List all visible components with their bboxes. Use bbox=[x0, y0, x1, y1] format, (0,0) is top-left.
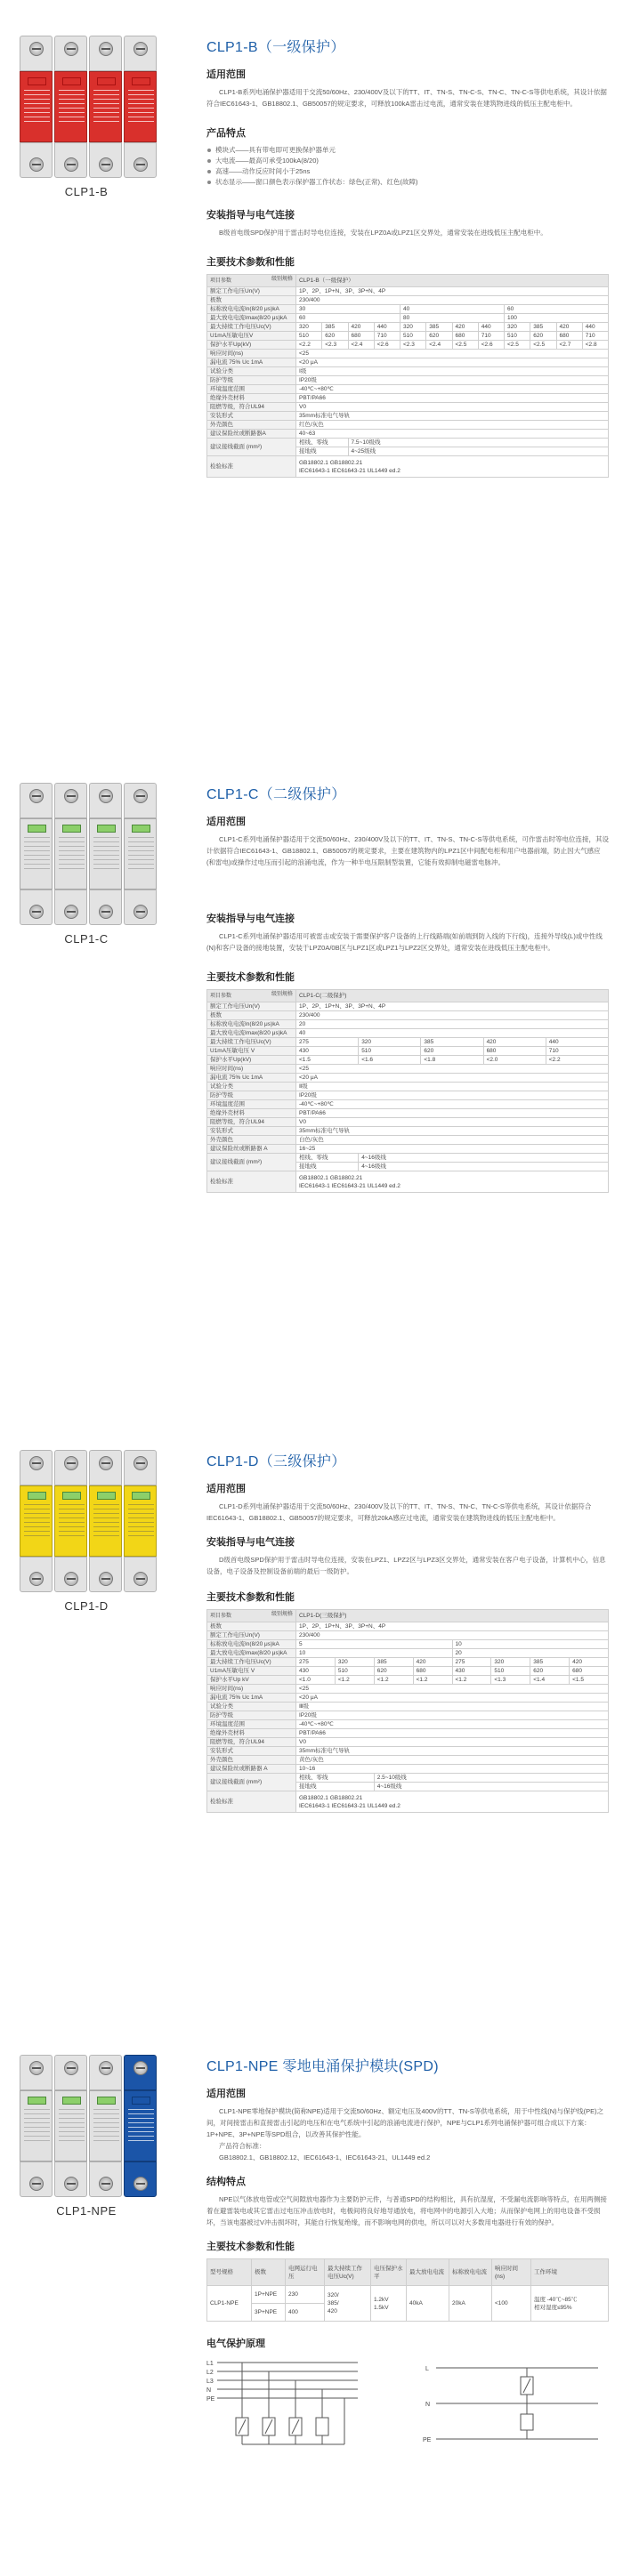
clp1-c-spec-table bbox=[206, 989, 609, 1193]
table-row: 阻燃等级，符合UL94 V0 bbox=[207, 1118, 609, 1127]
clp1-b-product-image bbox=[20, 36, 162, 178]
right-wiring-diagram bbox=[436, 2368, 598, 2439]
table-row: 环境温度范围 -40℃~+80℃ bbox=[207, 385, 609, 394]
table-row: 绝缘外壳材料 PBT/PA66 bbox=[207, 1729, 609, 1738]
table-row: 额定工作电压Un(V) 230/400 bbox=[207, 1631, 609, 1640]
table-row: 检验标准 GB18802.1 GB18802.21 IEC61643-1 IEC61643-21 UL1449 ed.2 bbox=[207, 456, 609, 478]
table-row: 最大持续工作电压Uc(V) 275 320 385 420 440 bbox=[207, 1038, 609, 1047]
table-row: CLP1-NPE 1P+NPE 230 320/ 385/ 420 1.2kV 1.5kV 40kA 20kA <100 温度 -40℃~85℃ 相对湿度≤95% bbox=[207, 2286, 609, 2304]
line-label: PE bbox=[206, 2396, 215, 2403]
table-row: 保护水平Up(kV) <1.5 <1.6 <1.8 <2.0 <2.2 bbox=[207, 1056, 609, 1065]
table-row: 响应时间(ns) <25 bbox=[207, 1065, 609, 1074]
wiring-diagram bbox=[206, 2355, 609, 2453]
clp1-npe-struct-text: NPE以气体放电管或空气间隙放电器作为主要防护元件，与普通SPD的结构相比，具有抗湿度，不受漏电流影响等特点，在用两侧接着在避雷装电或其它雷击过电压冲击放电时，电极间将良好地导通放电，将电网中的电源引入大地；从而保护电网上的用电设备不受损坏，当该电器被过V冲击损坏时，其能自行恢复绝缘，而不影响电网的供电，所以可以对大多数用电器进行有效的保护。 bbox=[206, 2195, 607, 2226]
table-row: 响应时间(ns) <25 bbox=[207, 1685, 609, 1694]
clp1-d-scope-heading: 适用范围 bbox=[206, 1484, 246, 1494]
table-row: 建议保险丝或断路器 A 10~16 bbox=[207, 1765, 609, 1774]
table-row: 建议接线截面 (mm²) 相线、零线 4~16级线 bbox=[207, 1154, 609, 1163]
table-row: 标称放电电流In(8/20 μs)kA 30 40 60 bbox=[207, 305, 609, 314]
table-row: 极数 230/400 bbox=[207, 296, 609, 305]
table-row: 建议保险丝或断路器A 40~63 bbox=[207, 430, 609, 439]
clp1-b-features-heading: 产品特点 bbox=[206, 128, 246, 139]
clp1-npe-scope-heading: 适用范围 bbox=[206, 2089, 246, 2099]
clp1-c-install-heading: 安装指导与电气连接 bbox=[206, 914, 295, 924]
table-row: 接地线 4~25级线 bbox=[207, 447, 609, 456]
table-row: 极数 1P、2P、1P+N、3P、3P+N、4P bbox=[207, 1622, 609, 1631]
clp1-c-label: CLP1-C bbox=[64, 932, 109, 946]
clp1-b-features-list bbox=[206, 145, 609, 188]
table-row: 极数 230/400 bbox=[207, 1011, 609, 1020]
clp1-npe-std-list: GB18802.1、GB18802.12、IEC61643-1、IEC61643-21、UL1449 ed.2 bbox=[219, 2153, 431, 2161]
table-row: 最大持续工作电压Uc(V) 320 385 420 440 320 385 420 440 320 385 420 440 bbox=[207, 323, 609, 332]
clp1-d-title: CLP1-D（三级保护） bbox=[206, 1454, 346, 1469]
line-label: L bbox=[425, 2366, 429, 2372]
table-row: 漏电流 75% Uc 1mA <20 μA bbox=[207, 1074, 609, 1083]
table-row: 最大放电电流Imax(8/20 μs)kA 10 20 bbox=[207, 1649, 609, 1658]
table-row: 接地线 4~16级线 bbox=[207, 1163, 609, 1171]
table-row: 建议接线截面 (mm²) 相线、零线 2.5~10级线 bbox=[207, 1774, 609, 1783]
table-row: 响应时间(ns) <25 bbox=[207, 350, 609, 358]
clp1-d-label: CLP1-D bbox=[64, 1599, 109, 1613]
table-model: CLP1-C(二级保护) bbox=[296, 990, 609, 1002]
table-row: 环境温度范围 -40℃~+80℃ bbox=[207, 1100, 609, 1109]
feature-item: 大电流——最高可承受100kA(8/20) bbox=[206, 156, 609, 166]
clp1-npe-std-line: 产品符合标准： bbox=[219, 2142, 266, 2150]
clp1-b-install-heading: 安装指导与电气连接 bbox=[206, 210, 295, 221]
table-row: 保护水平Up kV <1.0 <1.2 <1.2 <1.2 <1.2 <1.3 <1.4 <1.5 bbox=[207, 1676, 609, 1685]
clp1-npe-struct-heading: 结构特点 bbox=[206, 2177, 246, 2187]
table-row: 漏电流 75% Uc 1mA <20 μA bbox=[207, 358, 609, 367]
table-corner: 级别规格 项目参数 bbox=[207, 1610, 296, 1622]
table-row: 试验分类 Ⅱ级 bbox=[207, 1083, 609, 1091]
table-row: 保护水平Up(kV) <2.2 <2.3 <2.4 <2.6 <2.3 <2.4 <2.5 <2.6 <2.5 <2.5 <2.7 <2.8 bbox=[207, 341, 609, 350]
table-model: CLP1-B（一级保护） bbox=[296, 275, 609, 287]
table-corner: 级别规格 项目参数 bbox=[207, 990, 296, 1002]
clp1-b-label: CLP1-B bbox=[64, 185, 109, 198]
table-row: 环境温度范围 -40℃~+80℃ bbox=[207, 1720, 609, 1729]
table-row: U1mA压敏电压 V 430 510 620 680 430 510 620 680 bbox=[207, 1667, 609, 1676]
clp1-d-product-image bbox=[20, 1450, 162, 1592]
left-wiring-diagram bbox=[217, 2363, 358, 2444]
table-row: 标称放电电流In(8/20 μs)kA 20 bbox=[207, 1020, 609, 1029]
table-row: 安装形式 35mm标准电气导轨 bbox=[207, 412, 609, 421]
clp1-npe-wiring-heading: 电气保护原理 bbox=[206, 2339, 265, 2349]
table-model: CLP1-D(三级保护) bbox=[296, 1610, 609, 1622]
clp1-b-title: CLP1-B（一级保护） bbox=[206, 40, 345, 55]
table-row: 额定工作电压Un(V) 1P、2P、1P+N、3P、3P+N、4P bbox=[207, 1002, 609, 1011]
table-corner: 级别规格 项目参数 bbox=[207, 275, 296, 287]
clp1-npe-scope-text: CLP1-NPE零地保护模块(简称NPE)适用于交流50/60Hz、额定电压及400V的TT、TN-S等供电系统，用于中性线(N)与保护线(PE)之间，对间接雷击和直接雷击引起的电压和在电气系统中引起的浪涌电流进行保护，NPE与CLP1系列电涌保护器可组合成以下方案：1P+NPE、3P+NPE等SPD组合，以改善其保护性能。 bbox=[206, 2107, 604, 2138]
table-header-row: 型号规格 极数 电网运行电压 最大持续工作电压Uc(V) 电压保护水平 最大放电电流 标称放电电流 响应时间(ns) 工作环境 bbox=[207, 2259, 609, 2286]
table-row: 最大放电电流Imax(8/20 μs)kA 60 80 100 bbox=[207, 314, 609, 323]
table-row: 3P+NPE 400 bbox=[207, 2304, 609, 2322]
clp1-d-install-text: D级首电级SPD保护用于雷击时导电位连接，安装在LPZ1、LPZ2区与LPZ3区交界处，通常安装在客户电子设备，计算机中心，信息设备，电子设备及控制设备前端的最后一级防护。 bbox=[206, 1556, 606, 1575]
clp1-b-spec-table bbox=[206, 274, 609, 478]
table-row: 检验标准 GB18802.1 GB18802.21 IEC61643-1 IEC61643-21 UL1449 ed.2 bbox=[207, 1791, 609, 1813]
table-row: 标称放电电流In(8/20 μs)kA 5 10 bbox=[207, 1640, 609, 1649]
table-row: 外壳颜色 红色/灰色 bbox=[207, 421, 609, 430]
clp1-c-install-text: CLP1-C系列电涌保护器适用可被雷击或安装于需要保护客户设备的上行线路端(如前端到防入线的下行线)，连接外导线(L)或中性线(N)和客户设备的接地装置，安装于LPZ0A/0B区与LPZ1区或LPZ1与LPZ2区交界处，通常安装在进线低压主配电柜中。 bbox=[206, 932, 603, 952]
clp1-npe-tech-heading: 主要技术参数和性能 bbox=[206, 2242, 295, 2252]
table-row: 安装形式 35mm标准电气导轨 bbox=[207, 1127, 609, 1136]
table-row: 额定工作电压Un(V) 1P、2P、1P+N、3P、3P+N、4P bbox=[207, 287, 609, 296]
table-row: 安装形式 35mm标准电气导轨 bbox=[207, 1747, 609, 1756]
clp1-c-product-image bbox=[20, 783, 162, 925]
feature-item: 状态显示——窗口颜色表示保护器工作状态：绿色(正常)、红色(故障) bbox=[206, 177, 609, 188]
clp1-npe-product-image bbox=[20, 2055, 162, 2197]
table-row: 防护等级 IP20级 bbox=[207, 376, 609, 385]
clp1-d-tech-heading: 主要技术参数和性能 bbox=[206, 1592, 295, 1603]
clp1-npe-title: CLP1-NPE 零地电涌保护模块(SPD) bbox=[206, 2059, 439, 2074]
table-row: 最大放电电流Imax(8/20 μs)kA 40 bbox=[207, 1029, 609, 1038]
table-row: 最大持续工作电压Uc(V) 275 320 385 420 275 320 385 420 bbox=[207, 1658, 609, 1667]
clp1-d-spec-table bbox=[206, 1609, 609, 1813]
table-row: 建议接线截面 (mm²) 相线、零线 7.5~10级线 bbox=[207, 439, 609, 447]
table-row: 试验分类 Ⅲ级 bbox=[207, 1703, 609, 1711]
clp1-c-title: CLP1-C（二级保护） bbox=[206, 787, 346, 802]
clp1-b-tech-heading: 主要技术参数和性能 bbox=[206, 257, 295, 268]
line-label: L1 bbox=[206, 2361, 214, 2367]
table-row: 建议保险丝或断路器 A 16~25 bbox=[207, 1145, 609, 1154]
clp1-c-scope-heading: 适用范围 bbox=[206, 817, 246, 827]
feature-item: 高速——动作反应时间小于25ns bbox=[206, 166, 609, 177]
table-row: 试验分类 Ⅰ级 bbox=[207, 367, 609, 376]
table-row: 防护等级 IP20级 bbox=[207, 1711, 609, 1720]
table-row: 接地线 4~16级线 bbox=[207, 1783, 609, 1791]
line-label: L2 bbox=[206, 2370, 214, 2376]
clp1-c-tech-heading: 主要技术参数和性能 bbox=[206, 972, 295, 983]
clp1-d-scope-text: CLP1-D系列电涌保护器适用于交流50/60Hz、230/400V及以下的TT、IT、TN-S、TN-C、TN-C-S等供电系统，其设计依据符合IEC61643-1、GB18802.1、GB50057的规定要求，可释放20kA感应过电流，通常安装在建筑物进线的低压主配电柜中。 bbox=[206, 1502, 592, 1522]
table-row: U1mA压敏电压 V 430 510 620 680 710 bbox=[207, 1047, 609, 1056]
table-row: 阻燃等级，符合UL94 V0 bbox=[207, 1738, 609, 1747]
clp1-b-scope-text: CLP1-B系列电涌保护器适用于交流50/60Hz、230/400V及以下的TT、IT、TN-S、TN-C-S、TN-C、TN-C-S等供电系统，其设计依据符合IEC61643-1、GB18802.1、GB50057的规定要求，可释放100kA雷击过电流，通常安装在建筑物进线的低压主配电柜中。 bbox=[206, 88, 607, 108]
clp1-c-scope-text: CLP1-C系列电涌保护器适用于交流50/60Hz、230/400V及以下的TT、IT、TN-S、TN-C-S等供电系统，可作雷击时等电位连接，其设计依据符合IEC61643-1、GB18802.1、GB50057的规定要求，主要在建筑物内的LPZ1区中间配电柜和用户电器前端，防止因大气感应(和雷电)或操作过电压而引起的浪涌电流，作为一种半电压限制型装置，它能有效抑制电磁雷电脉冲。 bbox=[206, 835, 609, 866]
table-row: 绝缘外壳材料 PBT/PA66 bbox=[207, 394, 609, 403]
table-row: 外壳颜色 白色/灰色 bbox=[207, 1136, 609, 1145]
line-label: L3 bbox=[206, 2379, 214, 2385]
clp1-d-install-heading: 安装指导与电气连接 bbox=[206, 1537, 295, 1548]
table-row: U1mA压敏电压V 510 620 680 710 510 620 680 710 510 620 680 710 bbox=[207, 332, 609, 341]
clp1-npe-label: CLP1-NPE bbox=[56, 2204, 117, 2218]
line-label: N bbox=[206, 2387, 212, 2394]
table-row: 漏电流 75% Uc 1mA <20 μA bbox=[207, 1694, 609, 1703]
clp1-b-scope-heading: 适用范围 bbox=[206, 69, 246, 80]
line-label: N bbox=[425, 2402, 431, 2408]
line-label: PE bbox=[423, 2437, 432, 2443]
table-row: 检验标准 GB18802.1 GB18802.21 IEC61643-1 IEC61643-21 UL1449 ed.2 bbox=[207, 1171, 609, 1193]
clp1-npe-spec-table bbox=[206, 2258, 609, 2322]
clp1-b-install-text: B级首电级SPD保护用于雷击时导电位连接，安装在LPZ0A或LPZ1区交界处，通常安装在进线低压主配电柜中。 bbox=[219, 229, 547, 237]
table-row: 防护等级 IP20级 bbox=[207, 1091, 609, 1100]
table-row: 绝缘外壳材料 PBT/PA66 bbox=[207, 1109, 609, 1118]
feature-item: 模块式——具有带电即可更换保护器单元 bbox=[206, 145, 609, 156]
table-row: 外壳颜色 黄色/灰色 bbox=[207, 1756, 609, 1765]
table-row: 阻燃等级，符合UL94 V0 bbox=[207, 403, 609, 412]
